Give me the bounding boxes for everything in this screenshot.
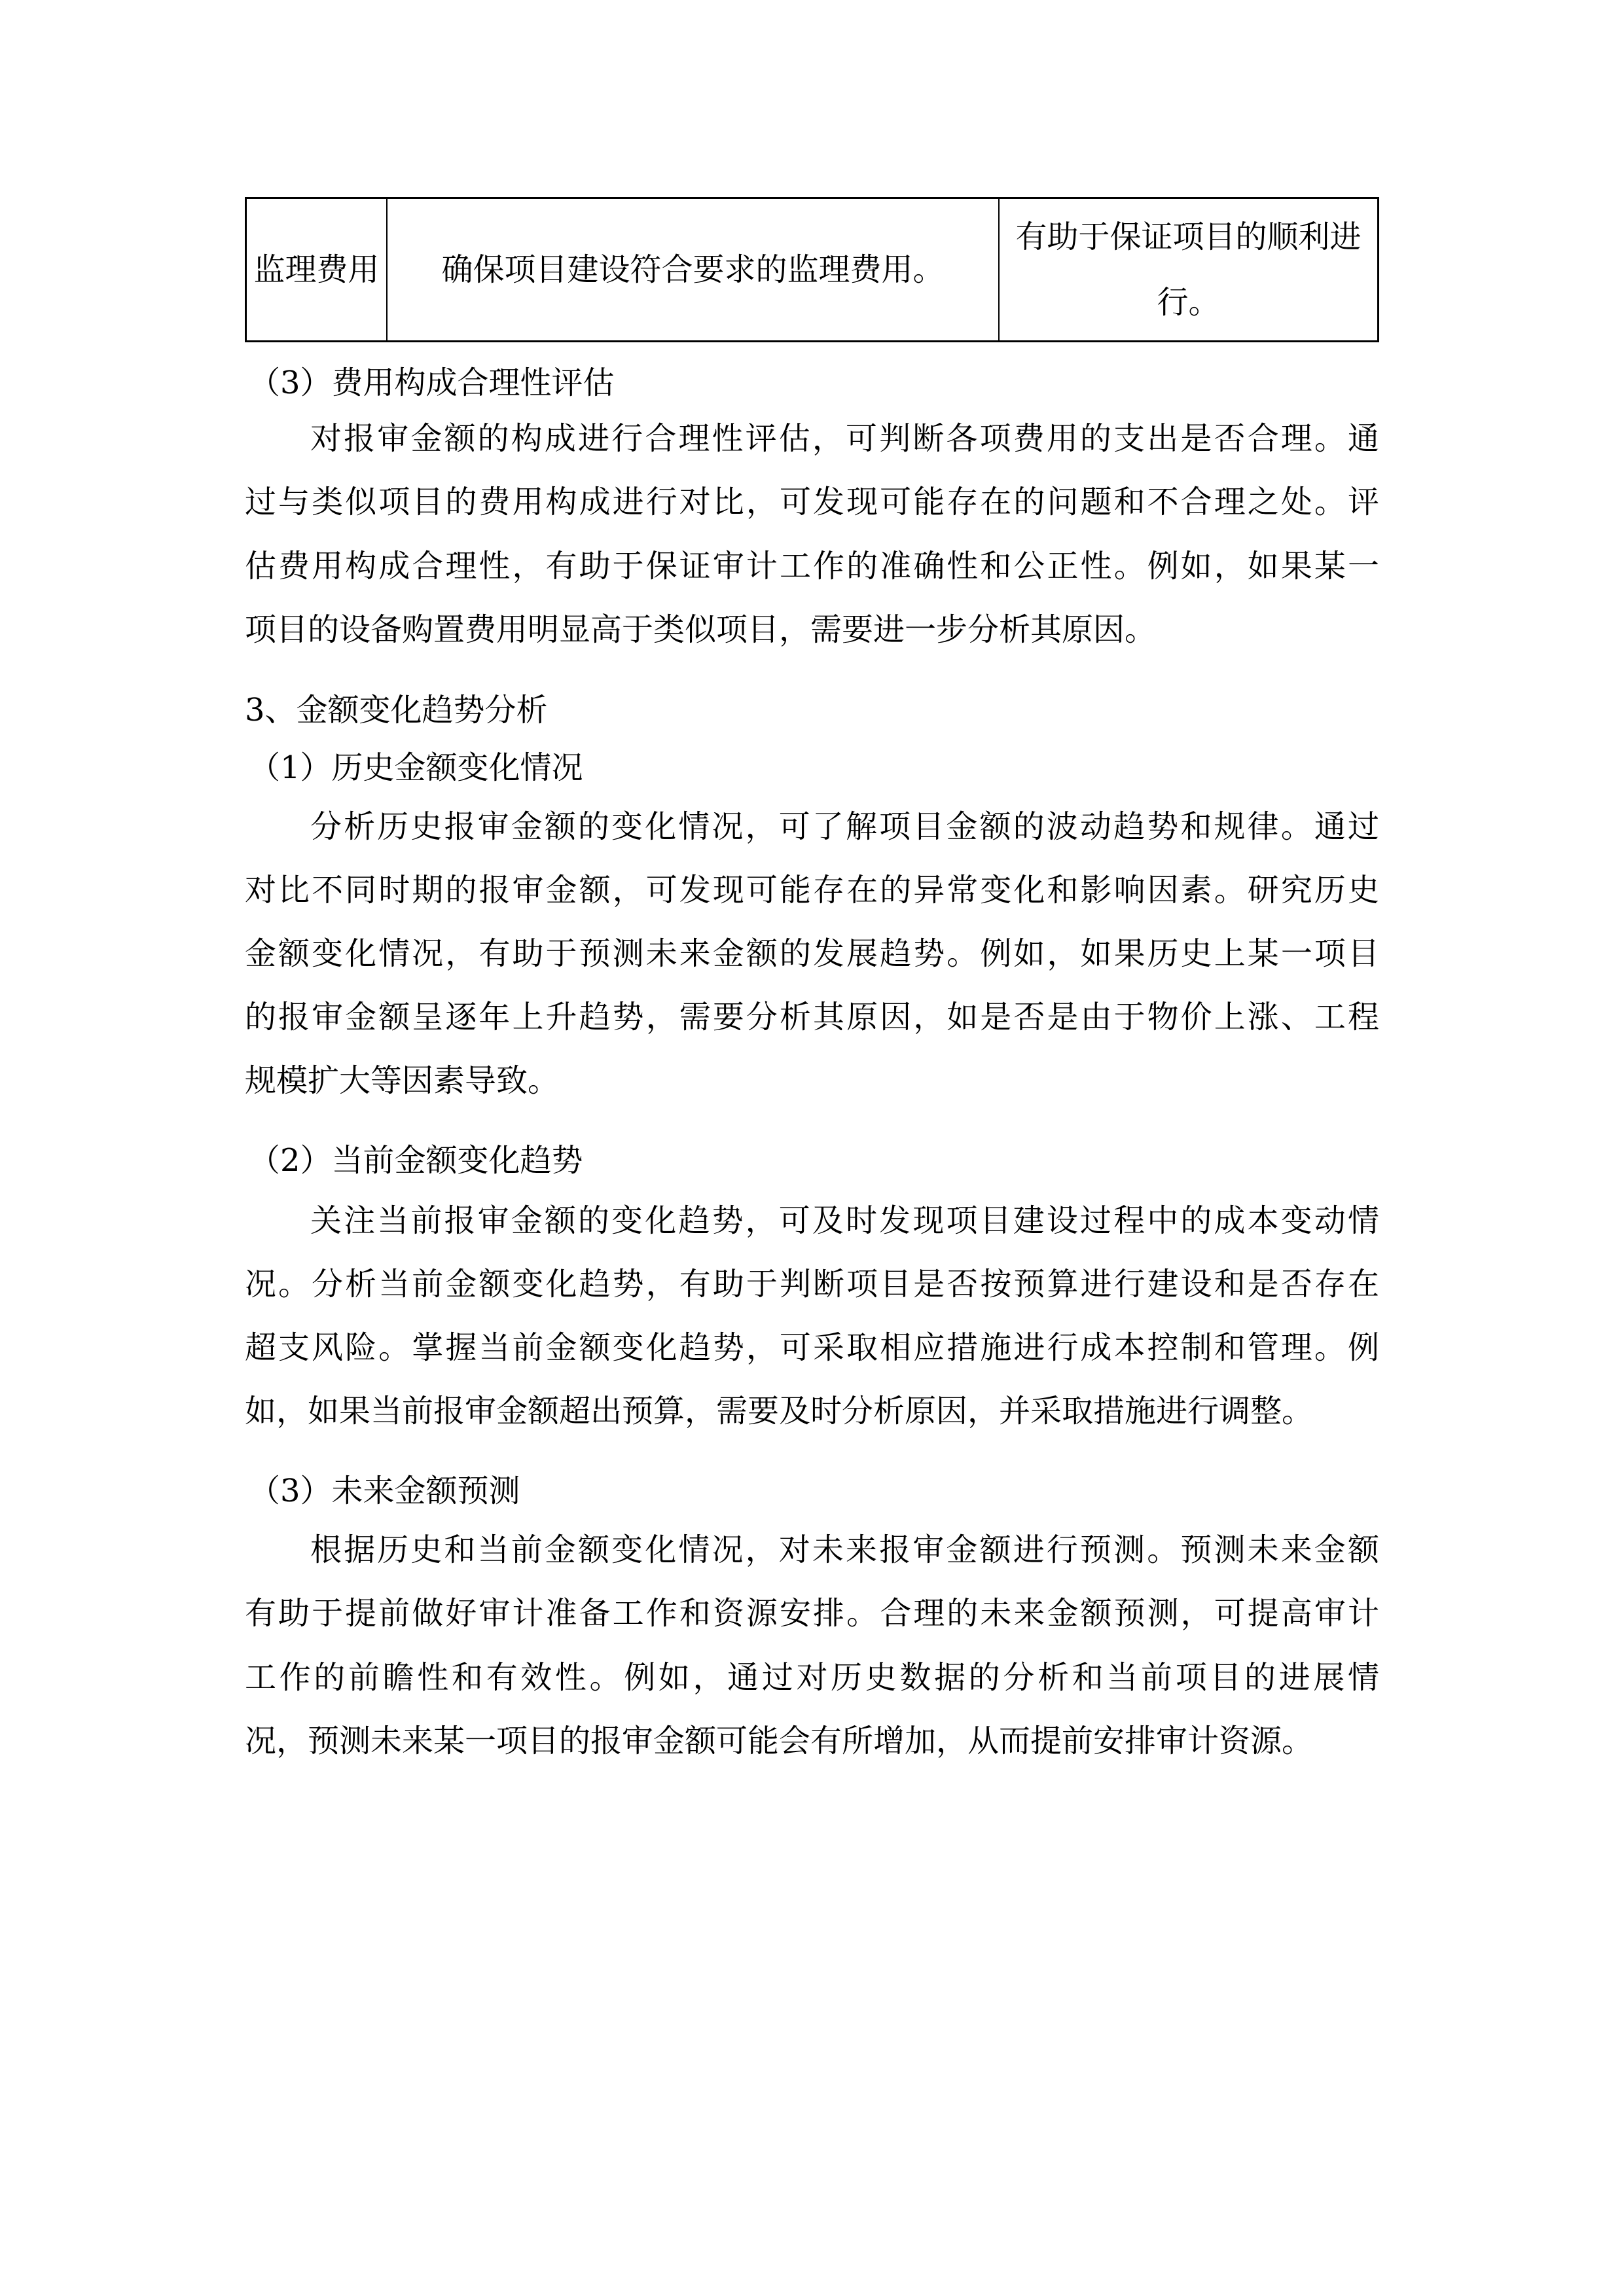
- cost-name: 监理费用: [253, 251, 380, 288]
- paragraph-line: 对比不同时期的报审金额，可发现可能存在的异常变化和影响因素。研究历史: [245, 872, 1379, 908]
- paragraph-line: 金额变化情况，有助于预测未来金额的发展趋势。例如，如果历史上某一项目: [245, 935, 1379, 972]
- section-heading: （3）未来金额预测: [249, 1473, 520, 1509]
- paragraph-line: 分析历史报审金额的变化情况，可了解项目金额的波动趋势和规律。通过: [310, 808, 1379, 845]
- paragraph-line: 项目的设备购置费用明显高于类似项目，需要进一步分析其原因。: [245, 611, 1157, 648]
- cost-description: 确保项目建设符合要求的监理费用。: [441, 251, 945, 288]
- paragraph-line: 的报审金额呈逐年上升趋势，需要分析其原因，如是否是由于物价上涨、工程: [245, 999, 1379, 1035]
- paragraph-line: 况。分析当前金额变化趋势，有助于判断项目是否按预算进行建设和是否存在: [245, 1266, 1379, 1302]
- paragraph-line: 工作的前瞻性和有效性。例如，通过对历史数据的分析和当前项目的进展情: [245, 1659, 1379, 1696]
- paragraph-line: 对报审金额的构成进行合理性评估，可判断各项费用的支出是否合理。通: [310, 420, 1379, 457]
- cost-table: [245, 197, 1379, 342]
- chapter-heading: 3、金额变化趋势分析: [245, 692, 548, 728]
- paragraph-line: 如，如果当前报审金额超出预算，需要及时分析原因，并采取措施进行调整。: [245, 1393, 1314, 1429]
- section-heading: （2）当前金额变化趋势: [249, 1142, 583, 1179]
- paragraph-line: 超支风险。掌握当前金额变化趋势，可采取相应措施进行成本控制和管理。例: [245, 1329, 1379, 1366]
- paragraph-line: 关注当前报审金额的变化趋势，可及时发现项目建设过程中的成本变动情: [310, 1202, 1379, 1239]
- table-cell-cost-effect: [998, 199, 1377, 340]
- cost-effect-line-2: 行。: [1157, 284, 1220, 321]
- paragraph-line: 况，预测未来某一项目的报审金额可能会有所增加，从而提前安排审计资源。: [245, 1723, 1314, 1759]
- section-heading: （3）费用构成合理性评估: [249, 365, 615, 401]
- table-cell-cost-description: [386, 199, 998, 340]
- paragraph-line: 有助于提前做好审计准备工作和资源安排。合理的未来金额预测，可提高审计: [245, 1595, 1379, 1632]
- paragraph-line: 规模扩大等因素导致。: [245, 1062, 560, 1099]
- table-cell-cost-name: [247, 199, 386, 340]
- paragraph-line: 根据历史和当前金额变化情况，对未来报审金额进行预测。预测未来金额: [310, 1532, 1379, 1568]
- paragraph-line: 估费用构成合理性，有助于保证审计工作的准确性和公正性。例如，如果某一: [245, 548, 1379, 584]
- paragraph-line: 过与类似项目的费用构成进行对比，可发现可能存在的问题和不合理之处。评: [245, 484, 1379, 520]
- cost-effect-line-1: 有助于保证项目的顺利进: [1015, 219, 1362, 255]
- section-heading: （1）历史金额变化情况: [249, 749, 583, 786]
